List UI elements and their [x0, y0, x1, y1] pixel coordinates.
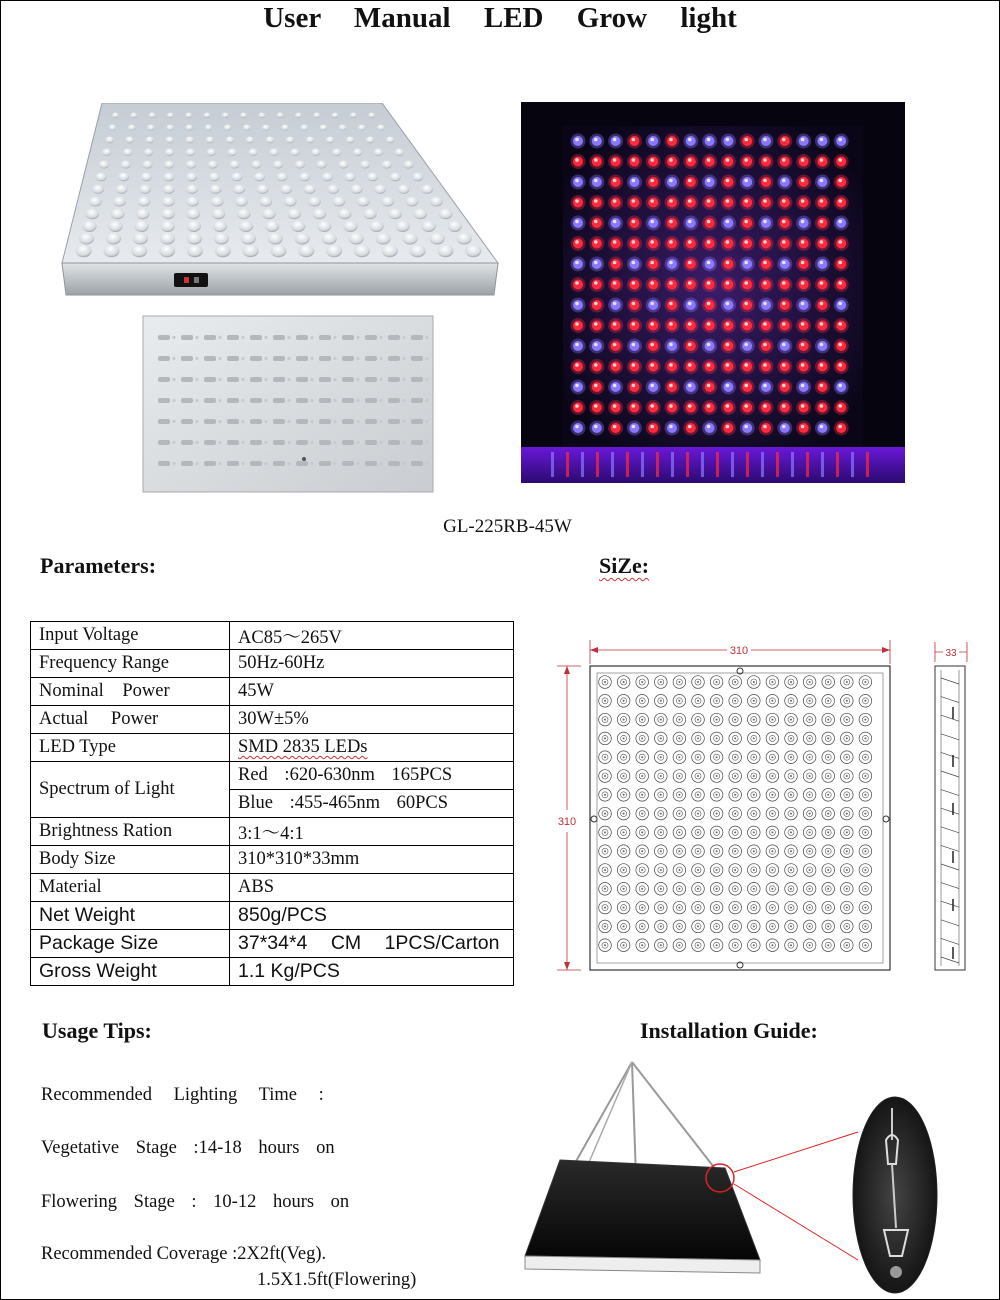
- table-row: [31, 958, 514, 986]
- tip-vegetative: Vegetative Stage :14-18 hours on: [41, 1138, 335, 1158]
- param-value: 50Hz-60Hz: [230, 650, 514, 678]
- size-heading: SiZe:: [599, 553, 650, 578]
- param-value: 310*310*33mm: [230, 846, 514, 874]
- product-photo-lit: [521, 102, 905, 483]
- tip-coverage: Recommended Coverage :2X2ft(Veg).: [41, 1244, 327, 1264]
- model-number: GL-225RB-45W: [443, 516, 572, 537]
- height-dim-label: 310: [557, 816, 577, 828]
- width-dim-label: 310: [729, 645, 749, 657]
- param-value: 1.1 Kg/PCS: [230, 958, 514, 986]
- param-label: Frequency Range: [31, 650, 230, 678]
- table-row: [31, 846, 514, 874]
- page-title: User Manual LED Grow light: [263, 2, 737, 34]
- param-value: ABS: [230, 874, 514, 902]
- table-row: [31, 622, 514, 650]
- param-label: Actual Power: [31, 706, 230, 734]
- param-value: SMD 2835 LEDs: [230, 734, 514, 762]
- param-label: LED Type: [31, 734, 230, 762]
- param-value: 850g/PCS: [230, 902, 514, 930]
- depth-dim-label: 33: [945, 648, 957, 659]
- installation-illustration: [520, 1060, 960, 1295]
- param-label: Package Size: [31, 930, 230, 958]
- usage-tips-heading: Usage Tips:: [42, 1018, 152, 1043]
- table-row: [31, 678, 514, 706]
- param-value: 3:1～4:1: [230, 818, 514, 846]
- param-value: AC85～265V: [230, 622, 514, 650]
- param-label: Net Weight: [31, 902, 230, 930]
- table-row: [31, 762, 514, 790]
- table-row: [31, 874, 514, 902]
- param-value: Red :620-630nm 165PCS: [230, 762, 514, 790]
- param-label: Brightness Ration: [31, 818, 230, 846]
- table-row: [31, 902, 514, 930]
- parameters-table: [30, 621, 514, 986]
- param-value: 37*34*4 CM 1PCS/Carton: [230, 930, 514, 958]
- param-label: Material: [31, 874, 230, 902]
- param-label: Gross Weight: [31, 958, 230, 986]
- table-row: [31, 706, 514, 734]
- param-label: Input Voltage: [31, 622, 230, 650]
- table-row: [31, 818, 514, 846]
- param-value: 30W±5%: [230, 706, 514, 734]
- param-label: Nominal Power: [31, 678, 230, 706]
- product-photo-panels: [60, 103, 500, 493]
- parameters-heading: Parameters:: [40, 553, 157, 578]
- tip-flowering: Flowering Stage : 10-12 hours on: [41, 1192, 350, 1212]
- table-row: [31, 734, 514, 762]
- param-label: Body Size: [31, 846, 230, 874]
- param-value: 45W: [230, 678, 514, 706]
- param-label: Spectrum of Light: [31, 762, 230, 818]
- tip-recommended-time: Recommended Lighting Time :: [41, 1085, 324, 1105]
- param-value: Blue :455-465nm 60PCS: [230, 790, 514, 818]
- size-drawing: [545, 632, 977, 977]
- table-row: [31, 930, 514, 958]
- installation-guide-heading: Installation Guide:: [640, 1018, 818, 1043]
- table-row: [31, 650, 514, 678]
- tip-coverage-flowering: 1.5X1.5ft(Flowering): [257, 1270, 417, 1290]
